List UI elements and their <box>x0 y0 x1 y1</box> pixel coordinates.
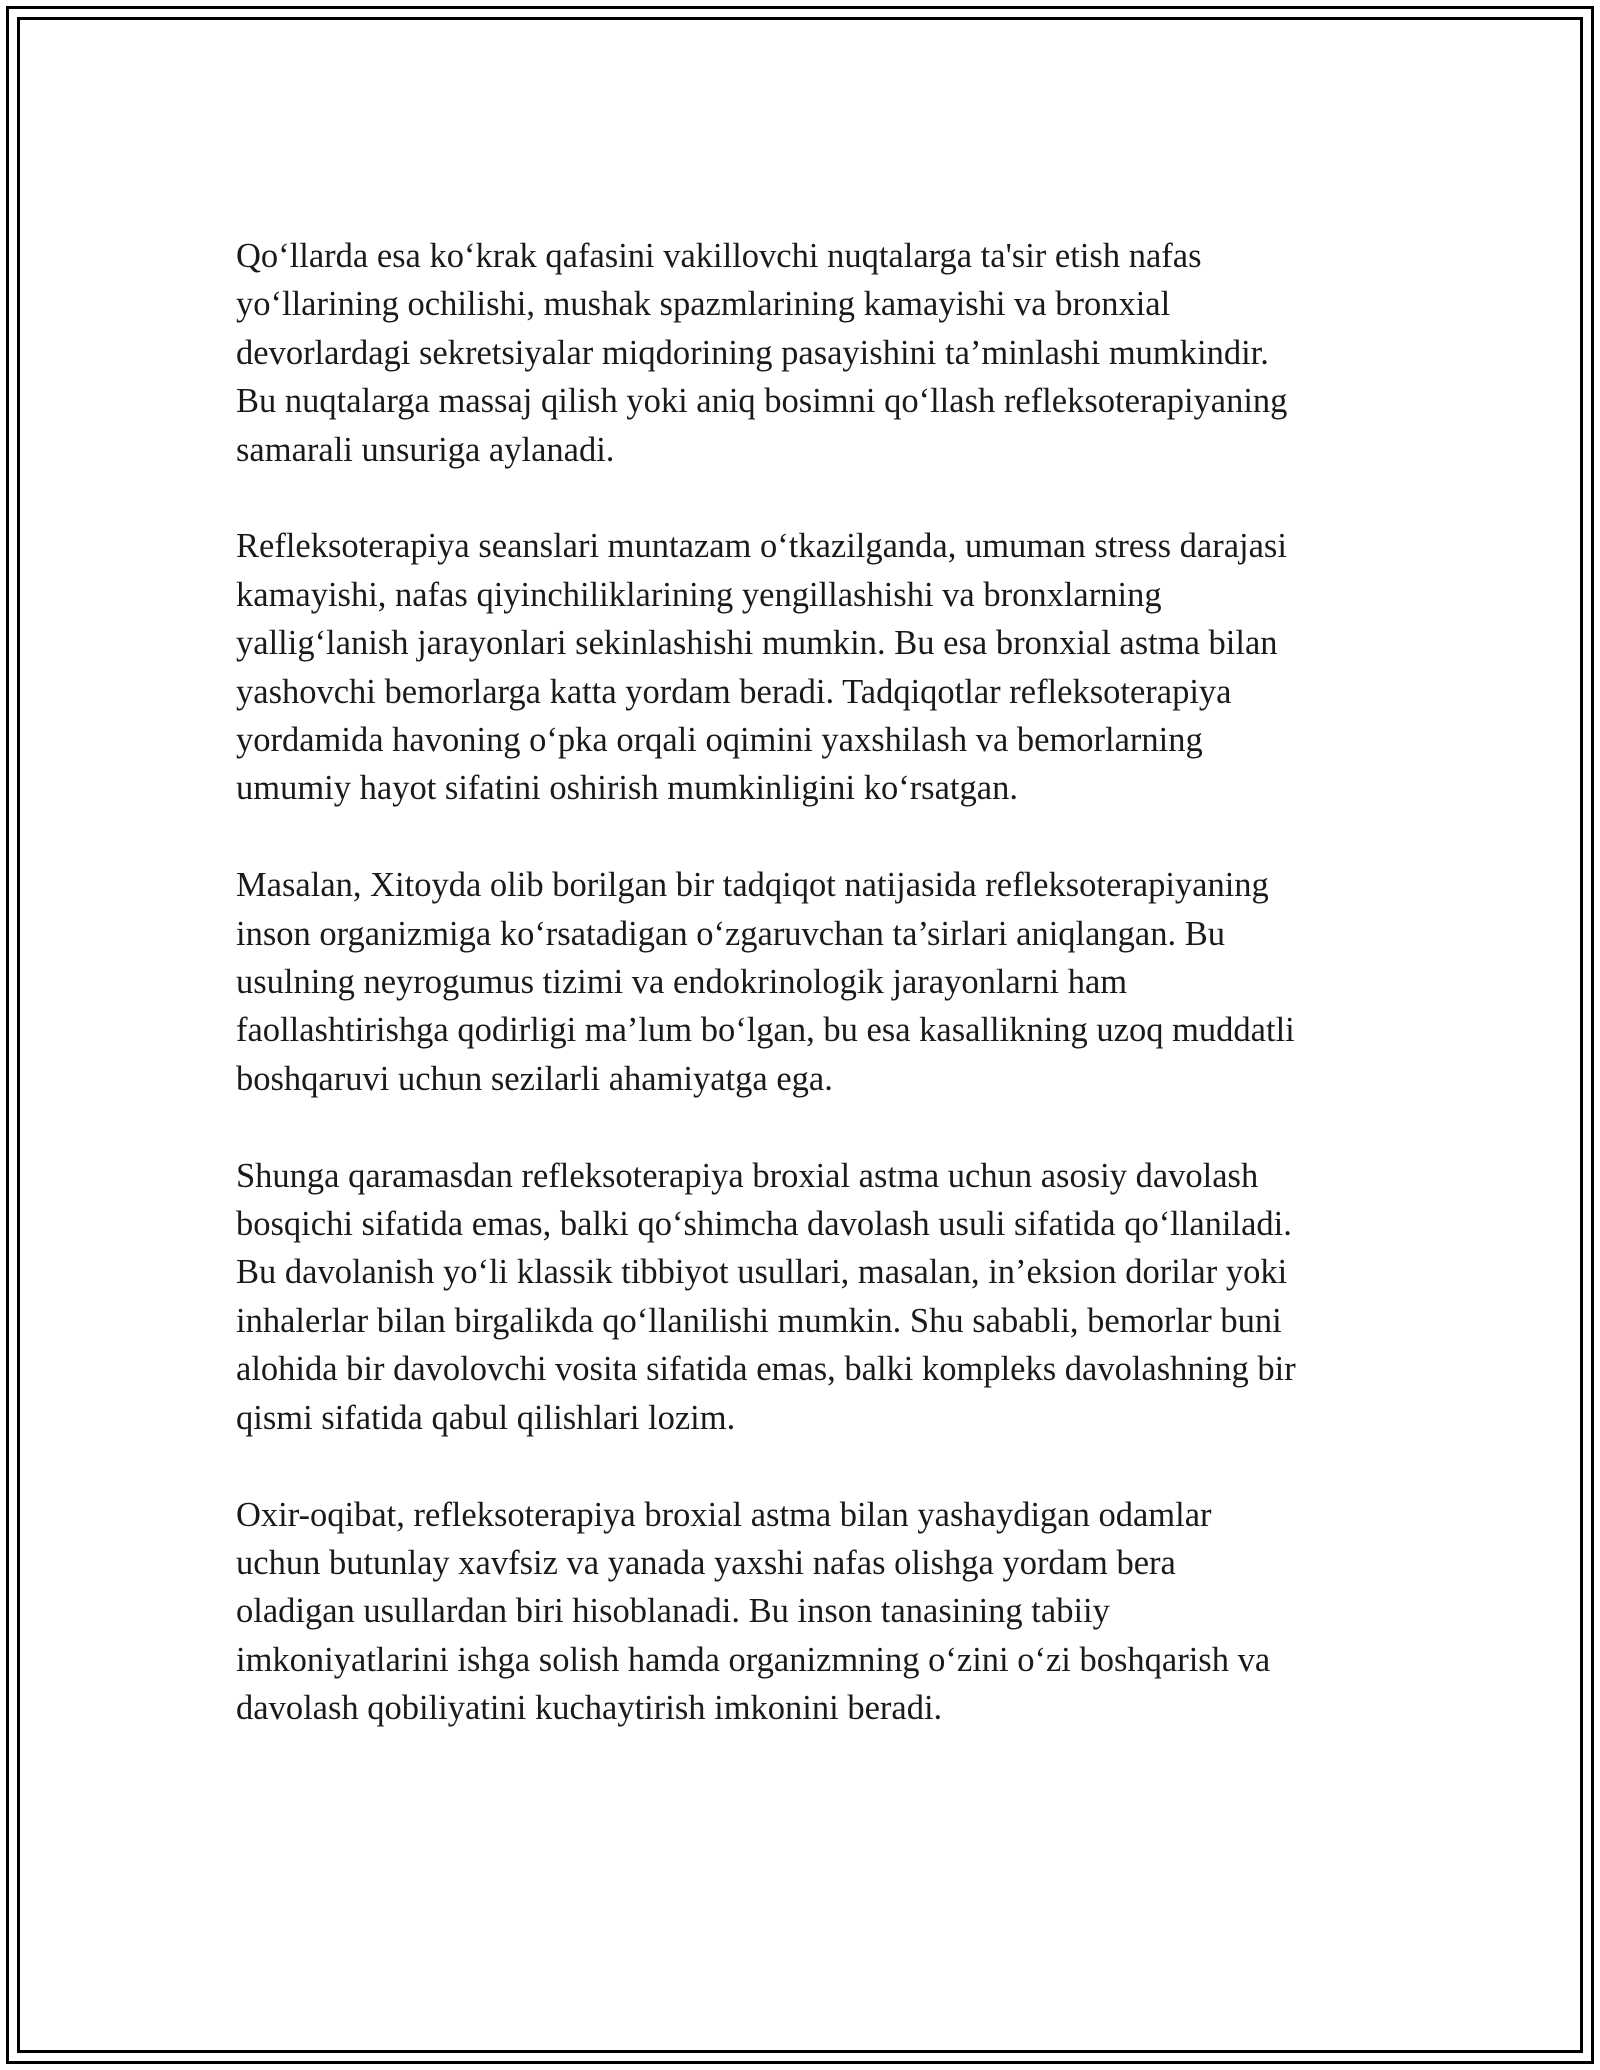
paragraph-1 <box>236 232 1376 474</box>
text-line: Shunga qaramasdan refleksoterapiya broxial astma uchun asosiy davolash <box>236 1156 1259 1195</box>
text-line: umumiy hayot sifatini oshirish mumkinligini ko‘rsatgan. <box>236 769 1018 808</box>
text-line: kamayishi, nafas qiyinchiliklarining yengillashishi va bronxlarning <box>236 575 1162 614</box>
text-line: inhalerlar bilan birgalikda qo‘llanilishi mumkin. Shu sababli, bemorlar buni <box>236 1301 1282 1340</box>
text-line: yashovchi bemorlarga katta yordam beradi. Tadqiqotlar refleksoterapiya <box>236 672 1232 711</box>
text-line: alohida bir davolovchi vosita sifatida emas, balki kompleks davolashning bir <box>236 1350 1296 1389</box>
text-line: boshqaruvi uchun sezilarli ahamiyatga ega. <box>236 1059 833 1098</box>
paragraph-4 <box>236 1152 1376 1442</box>
text-line: devorlardagi sekretsiyalar miqdorining pasayishini ta’minlashi mumkindir. <box>236 333 1269 372</box>
paragraph-3 <box>236 861 1376 1103</box>
text-line: Oxir-oqibat, refleksoterapiya broxial astma bilan yashaydigan odamlar <box>236 1495 1212 1534</box>
text-line: davolash qobiliyatini kuchaytirish imkonini beradi. <box>236 1689 943 1728</box>
text-line: Bu davolanish yo‘li klassik tibbiyot usullari, masalan, in’eksion dorilar yoki <box>236 1253 1288 1292</box>
text-line: yo‘llarining ochilishi, mushak spazmlarining kamayishi va bronxial <box>236 285 1171 324</box>
text-line: uchun butunlay xavfsiz va yanada yaxshi nafas olishga yordam bera <box>236 1543 1176 1582</box>
text-line: oladigan usullardan biri hisoblanadi. Bu inson tanasining tabiiy <box>236 1592 1110 1631</box>
text-line: faollashtirishga qodirligi ma’lum bo‘lgan, bu esa kasallikning uzoq muddatli <box>236 1011 1295 1050</box>
text-line: bosqichi sifatida emas, balki qo‘shimcha davolash usuli sifatida qo‘llaniladi. <box>236 1205 1292 1244</box>
paragraph-2 <box>236 522 1376 812</box>
text-line: Bu nuqtalarga massaj qilish yoki aniq bosimni qo‘llash refleksoterapiyaning <box>236 382 1288 421</box>
text-line: imkoniyatlarini ishga solish hamda organizmning o‘zini o‘zi boshqarish va <box>236 1640 1271 1679</box>
text-line: Refleksoterapiya seanslari muntazam o‘tkazilganda, umuman stress darajasi <box>236 527 1287 566</box>
paragraph-5 <box>236 1491 1376 1733</box>
text-line: samarali unsuriga aylanadi. <box>236 430 615 469</box>
text-line: Masalan, Xitoyda olib borilgan bir tadqiqot natijasida refleksoterapiyaning <box>236 866 1269 905</box>
text-line: yallig‘lanish jarayonlari sekinlashishi mumkin. Bu esa bronxial astma bilan <box>236 624 1278 663</box>
text-line: qismi sifatida qabul qilishlari lozim. <box>236 1398 736 1437</box>
text-line: yordamida havoning o‘pka orqali oqimini yaxshilash va bemorlarning <box>236 721 1203 760</box>
text-line: inson organizmiga ko‘rsatadigan o‘zgaruvchan ta’sirlari aniqlangan. Bu <box>236 914 1226 953</box>
text-line: usulning neyrogumus tizimi va endokrinologik jarayonlarni ham <box>236 963 1128 1002</box>
document-body <box>236 232 1376 1781</box>
text-line: Qo‘llarda esa ko‘krak qafasini vakillovchi nuqtalarga ta'sir etish nafas <box>236 237 1202 275</box>
